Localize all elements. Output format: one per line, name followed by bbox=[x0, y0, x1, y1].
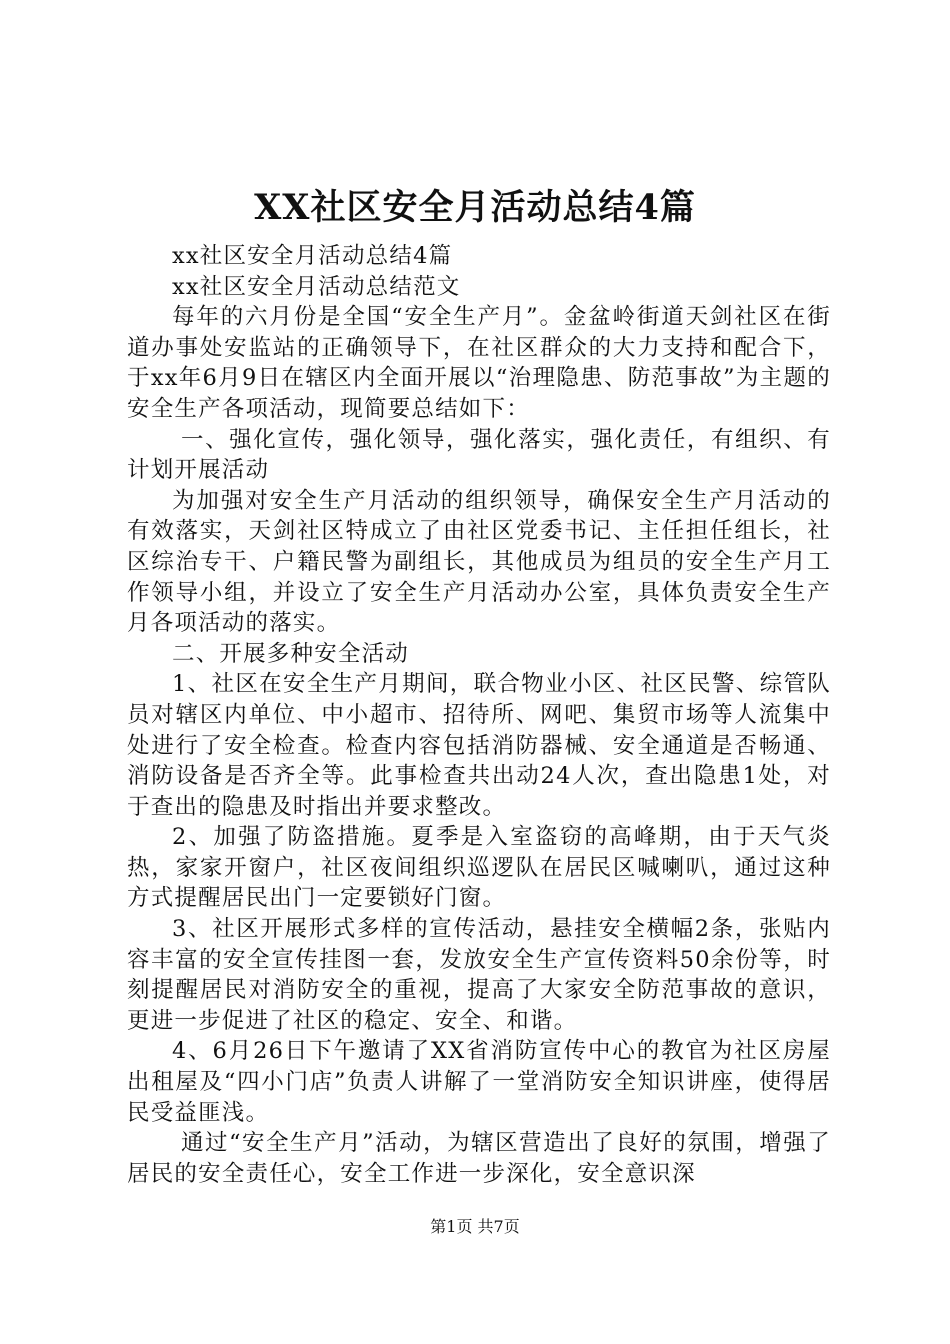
document-body bbox=[127, 241, 831, 1189]
section-heading: 二、开展多种安全活动 bbox=[172, 640, 410, 667]
section-heading: 一、强化宣传，强化领导，强化落实，强化责任，有组织、有计划开展活动 bbox=[127, 426, 831, 484]
body-paragraph: 2、加强了防盗措施。夏季是入室盗窃的高峰期，由于天气炎热，家家开窗户，社区夜间组织巡逻队在居民区喊喇叭，通过这种方式提醒居民出门一定要锁好门窗。 bbox=[127, 824, 831, 912]
subtitle-line: xx社区安全月活动总结范文 bbox=[172, 273, 461, 300]
body-paragraph: 3、社区开展形式多样的宣传活动，悬挂安全横幅2条，张贴内容丰富的安全宣传挂图一套，发放安全生产宣传资料50余份等，时刻提醒居民对消防安全的重视，提高了大家安全防范事故的意识，更进一步促进了社区的稳定、安全、和谐。 bbox=[127, 916, 831, 1034]
body-paragraph: 为加强对安全生产月活动的组织领导，确保安全生产月活动的有效落实，天剑社区特成立了由社区党委书记、主任担任组长，社区综治专干、户籍民警为副组长，其他成员为组员的安全生产月工作领导小组，并设立了安全生产月活动办公室，具体负责安全生产月各项活动的落实。 bbox=[127, 487, 831, 637]
document-title: XX社区安全月活动总结4篇 bbox=[254, 187, 696, 228]
body-paragraph: 1、社区在安全生产月期间，联合物业小区、社区民警、综管队员对辖区内单位、中小超市、招待所、网吧、集贸市场等人流集中处进行了安全检查。检查内容包括消防器械、安全通道是否畅通、消防设备是否齐全等。此事检查共出动24人次，查出隐患1处，对于查出的隐患及时指出并要求整改。 bbox=[127, 671, 831, 820]
subtitle-line: xx社区安全月活动总结4篇 bbox=[172, 243, 453, 269]
body-paragraph: 通过“安全生产月”活动，为辖区营造出了良好的氛围，增强了居民的安全责任心，安全工作进一步深化，安全意识深 bbox=[127, 1130, 831, 1187]
body-paragraph: 4、6月26日下午邀请了XX省消防宣传中心的教官为社区房屋出租屋及“四小门店”负责人讲解了一堂消防安全知识讲座，使得居民受益匪浅。 bbox=[127, 1038, 831, 1126]
page-number: 第1页 共7页 bbox=[430, 1217, 520, 1236]
body-paragraph: 每年的六月份是全国“安全生产月”。金盆岭街道天剑社区在街道办事处安监站的正确领导下，在社区群众的大力支持和配合下，于xx年6月9日在辖区内全面开展以“治理隐患、防范事故”为主题的安全生产各项活动，现简要总结如下： bbox=[127, 304, 831, 422]
